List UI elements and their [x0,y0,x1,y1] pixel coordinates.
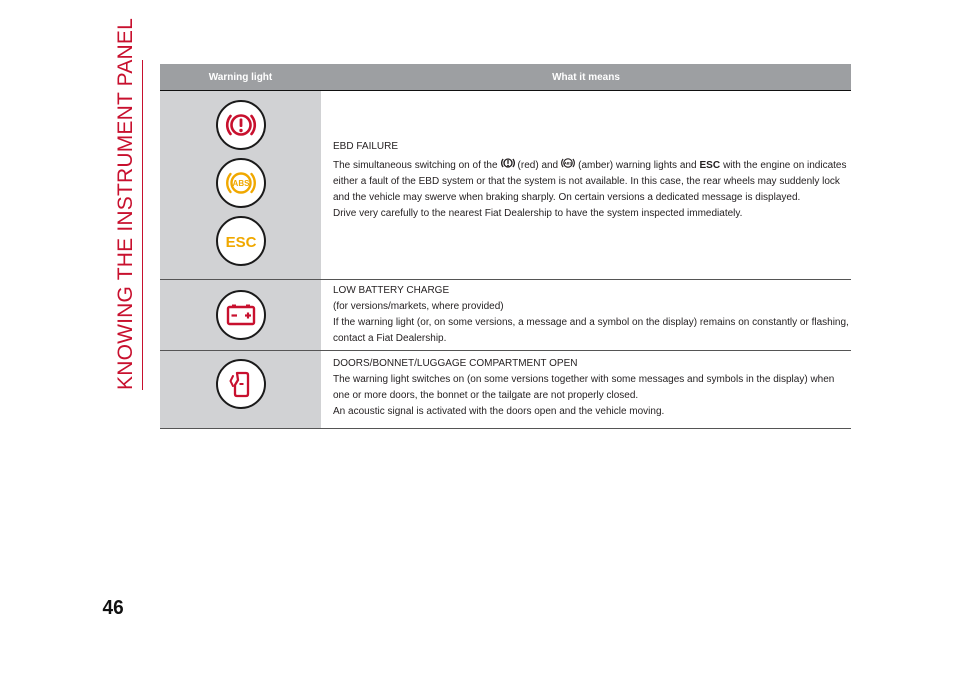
page-number: 46 [102,597,124,619]
brake-failure-icon [216,100,266,150]
icon-cell [160,280,321,350]
table-row [160,351,851,429]
esc-icon-text: ESC [225,234,256,251]
warning-advice: Drive very carefully to the nearest Fiat Dealership to have the system inspected immediately. [333,208,743,219]
column-header-warning-light: Warning light [208,71,273,83]
door-open-icon [216,359,266,409]
icon-cell [160,91,321,279]
meaning-cell [321,280,851,350]
icon-cell [160,351,321,428]
warning-description [333,155,851,206]
warning-description: The warning light switches on (on some versions together with some messages and symbols in the display) when one or more doors, the bonnet or the tailgate are not properly closed. [333,374,835,401]
meaning-cell [321,91,851,279]
abs-inline-icon [560,155,576,171]
abs-inline-text: ABS [564,161,572,166]
section-divider [142,60,143,390]
table-header [160,64,851,91]
abs-icon [216,158,266,208]
warning-note: (for versions/markets, where provided) [333,301,504,312]
battery-icon [216,290,266,340]
warning-description: If the warning light (or, on some versions, a message and a symbol on the display) remains on constantly or flashing, contact a Fiat Dealership. [333,317,849,344]
esc-label: ESC [699,160,721,171]
meaning-cell [321,351,851,428]
esc-icon [216,216,266,266]
warning-title: DOORS/BONNET/LUGGAGE COMPARTMENT OPEN [333,358,578,369]
description-text: (red) and [517,160,559,171]
warning-title: LOW BATTERY CHARGE [333,285,450,296]
section-title: KNOWING THE INSTRUMENT PANEL [114,18,137,390]
warning-advice: An acoustic signal is activated with the doors open and the vehicle moving. [333,406,665,417]
table-row [160,280,851,351]
brake-failure-inline-icon [500,155,516,171]
abs-icon-text: ABS [232,179,249,188]
description-text: (amber) warning lights and [578,160,697,171]
warning-title: EBD FAILURE [333,141,399,152]
table-row [160,91,851,280]
warning-lights-table [160,64,851,429]
description-text: with the engine on indicates either a fault of the EBD system or that the system is not available. In this case, the rear wheels may suddenly lock and the vehicle may swerve when braking sharply. On certain versions a dedicated message is displayed. [333,160,847,203]
description-text: The simultaneous switching on of the [333,160,498,171]
column-header-meaning: What it means [552,71,620,83]
